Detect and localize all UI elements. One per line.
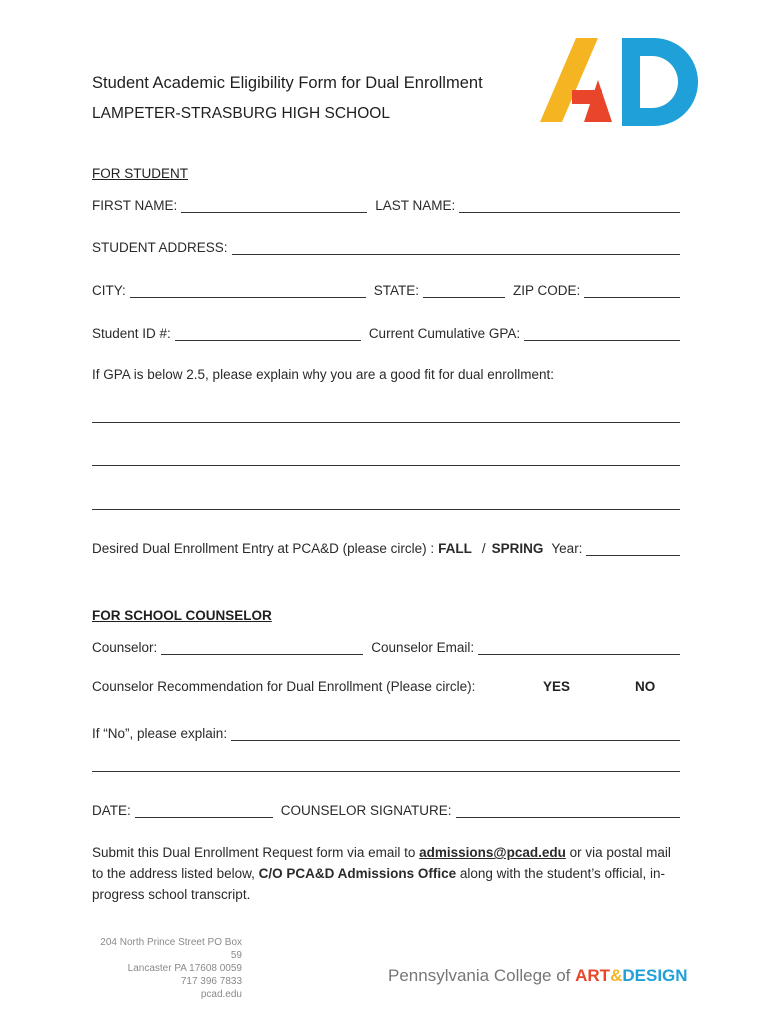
gpa-explain-line-1[interactable] (92, 422, 680, 423)
address-line-2: Lancaster PA 17608 0059 (127, 963, 242, 974)
address-row (92, 235, 680, 255)
year-label: Year: (551, 541, 583, 556)
college-wordmark (388, 966, 688, 986)
school-name: LAMPETER-STRASBURG HIGH SCHOOL (92, 105, 390, 122)
first-name-field[interactable] (181, 198, 367, 213)
counselor-email-label: Counselor Email: (371, 640, 475, 655)
no-explain-label: If “No”, please explain: (92, 726, 228, 741)
entry-separator: / (481, 541, 486, 556)
recommendation-no[interactable]: NO (635, 679, 656, 694)
admissions-email-link[interactable]: admissions@pcad.edu (419, 845, 566, 860)
no-explain-line-2[interactable] (92, 771, 680, 772)
city-field[interactable] (130, 283, 366, 298)
name-row (92, 193, 680, 213)
counselor-row (92, 635, 680, 655)
address-label: STUDENT ADDRESS: (92, 240, 228, 255)
submit-instructions (92, 842, 682, 905)
first-name-label: FIRST NAME: (92, 198, 178, 213)
zip-label: ZIP CODE: (513, 283, 581, 298)
state-label: STATE: (373, 283, 420, 298)
college-art: ART (575, 966, 611, 985)
gpa-explain-prompt: If GPA is below 2.5, please explain why you are a good fit for dual enrollment: (92, 367, 555, 382)
recommendation-label: Counselor Recommendation for Dual Enrollment (Please circle): (92, 679, 476, 694)
college-amp: & (610, 966, 623, 985)
fall-option[interactable]: FALL (438, 541, 472, 556)
website: pcad.edu (200, 989, 242, 1000)
spring-option[interactable]: SPRING (491, 541, 544, 556)
state-field[interactable] (423, 283, 505, 298)
entry-row (92, 536, 680, 556)
phone-number: 717 396 7833 (180, 976, 242, 987)
gpa-explain-line-2[interactable] (92, 465, 680, 466)
signature-field[interactable] (456, 803, 680, 818)
student-id-field[interactable] (175, 326, 361, 341)
last-name-label: LAST NAME: (375, 198, 456, 213)
student-section-heading: FOR STUDENT (92, 166, 188, 181)
logo-red-bar (572, 90, 602, 104)
student-id-label: Student ID #: (92, 326, 171, 341)
footer-address (90, 936, 242, 1001)
pcad-logo-icon (536, 34, 702, 126)
address-field[interactable] (232, 240, 680, 255)
recommendation-yes[interactable]: YES (543, 679, 571, 694)
date-signature-row (92, 798, 680, 818)
submit-text-3: along with the student’s official, in-progress school transcript. (92, 866, 666, 902)
city-row (92, 278, 680, 298)
zip-field[interactable] (584, 283, 680, 298)
last-name-field[interactable] (459, 198, 680, 213)
form-title: Student Academic Eligibility Form for Dual Enrollment (92, 74, 483, 92)
counselor-label: Counselor: (92, 640, 158, 655)
gpa-label: Current Cumulative GPA: (368, 326, 521, 341)
address-line-1: 204 North Prince Street PO Box 59 (100, 937, 242, 961)
date-field[interactable] (135, 803, 273, 818)
logo-blue-d (622, 38, 698, 126)
explain-row (92, 721, 680, 741)
id-gpa-row (92, 321, 680, 341)
admissions-office: C/O PCA&D Admissions Office (258, 866, 457, 881)
date-label: DATE: (92, 803, 131, 818)
submit-text-2: or via postal mail to the address listed below, (92, 845, 671, 881)
signature-label: COUNSELOR SIGNATURE: (280, 803, 452, 818)
city-label: CITY: (92, 283, 126, 298)
college-prefix: Pennsylvania College of (388, 966, 576, 985)
counselor-field[interactable] (161, 640, 363, 655)
gpa-field[interactable] (524, 326, 680, 341)
college-design: DESIGN (622, 966, 688, 985)
no-explain-field[interactable] (231, 726, 680, 741)
entry-label: Desired Dual Enrollment Entry at PCA&D (please circle) : (92, 541, 435, 556)
year-field[interactable] (586, 541, 680, 556)
counselor-section-heading: FOR SCHOOL COUNSELOR (92, 608, 272, 623)
gpa-explain-line-3[interactable] (92, 509, 680, 510)
counselor-email-field[interactable] (478, 640, 680, 655)
submit-text-1: Submit this Dual Enrollment Request form via email to (92, 845, 420, 860)
